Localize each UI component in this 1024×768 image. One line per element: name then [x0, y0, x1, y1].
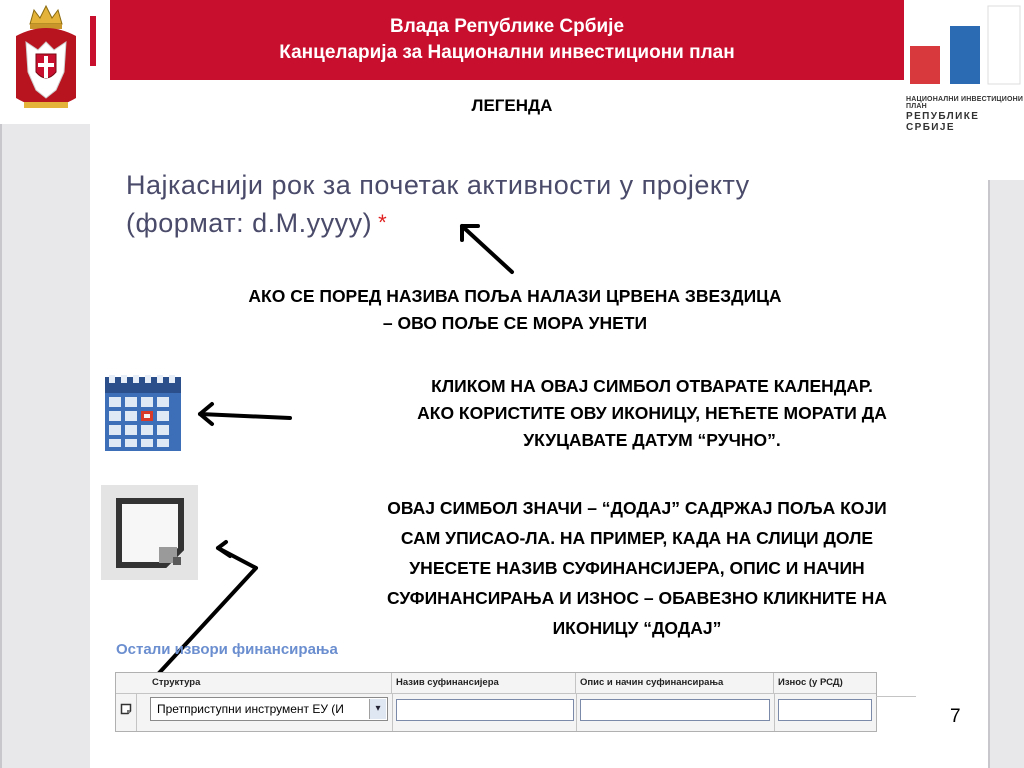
column-header-cofinancier: Назив суфинансијера	[392, 673, 576, 693]
required-asterisk-icon: *	[378, 210, 388, 235]
add-note-line5: ИКОНИЦУ “ДОДАЈ”	[552, 618, 722, 638]
add-row-button[interactable]	[120, 703, 132, 715]
add-icon-container	[101, 485, 198, 580]
cofinancier-input[interactable]	[396, 699, 574, 721]
add-icon	[101, 485, 198, 580]
description-input[interactable]	[580, 699, 770, 721]
table-divider-line	[876, 696, 916, 697]
red-accent-bar	[90, 16, 96, 66]
field-label-line2	[126, 204, 956, 242]
add-note-line2: САМ УПИСАО-ЛА. НА ПРИМЕР, КАДА НА СЛИЦИ ДОЛЕ	[400, 528, 874, 548]
header-title-line2: Канцеларија за Национални инвестициони план	[279, 42, 735, 63]
calendar-note-line2: АКО КОРИСТИТЕ ОВУ ИКОНИЦУ, НЕЋЕТЕ МОРАТИ ДА	[417, 403, 887, 423]
page-number: 7	[950, 706, 961, 727]
table-column-divider	[774, 693, 775, 731]
calendar-icon	[103, 373, 183, 453]
financing-table	[115, 672, 877, 732]
add-note	[262, 493, 1012, 643]
add-arrowhead-icon	[218, 542, 230, 556]
field-label-format: (формат: d.M.yyyy)	[126, 208, 373, 238]
add-arrow-icon	[218, 548, 256, 568]
table-column-divider	[392, 693, 393, 731]
logo-text-line1: НАЦИОНАЛНИ ИНВЕСТИЦИОНИ ПЛАН	[906, 96, 1024, 110]
structure-select[interactable]	[150, 697, 388, 721]
header-banner	[110, 0, 904, 80]
table-header-divider	[116, 693, 876, 694]
amount-input[interactable]	[778, 699, 872, 721]
nip-logo-icon	[904, 0, 1024, 90]
header-title-line1: Влада Републике Србије	[389, 16, 625, 37]
chevron-down-icon[interactable]: ▾	[369, 699, 386, 719]
calendar-note-line3: УКУЦАВАТЕ ДАТУМ “РУЧНО”.	[523, 430, 781, 450]
table-title: Остали извори финансирања	[116, 641, 338, 658]
table-column-divider	[576, 693, 577, 731]
calendar-arrowhead-icon	[200, 404, 212, 424]
structure-select-value: Претприступни инструмент ЕУ (И	[157, 702, 344, 716]
add-note-line1: ОВАЈ СИМБОЛ ЗНАЧИ – “ДОДАЈ” САДРЖАЈ ПОЉА КОЈИ	[387, 498, 887, 518]
calendar-note	[302, 373, 1002, 454]
field-label-line1: Најкаснији рок за почетак активности у пројекту	[126, 170, 750, 200]
left-side-panel	[0, 124, 90, 768]
logo-text-line2: РЕПУБЛИКЕ СРБИЈЕ	[906, 111, 980, 133]
table-column-divider	[136, 693, 137, 731]
add-note-line3: УНЕСЕТЕ НАЗИВ СУФИНАНСИЈЕРА, ОПИС И НАЧИН	[409, 558, 865, 578]
required-note-line2: – ОВО ПОЉЕ СЕ МОРА УНЕТИ	[382, 313, 648, 333]
add-note-line4: СУФИНАНСИРАЊА И ИЗНОС – ОБАВЕЗНО КЛИКНИТЕ НА	[387, 588, 887, 608]
field-label-example	[126, 166, 956, 242]
required-note	[100, 283, 930, 337]
column-header-description: Опис и начин суфинансирања	[576, 673, 774, 693]
calendar-note-line1: КЛИКОМ НА ОВАЈ СИМБОЛ ОТВАРАТЕ КАЛЕНДАР.	[431, 376, 873, 396]
legend-title: ЛЕГЕНДА	[471, 96, 553, 115]
required-note-line1: АКО СЕ ПОРЕД НАЗИВА ПОЉА НАЛАЗИ ЦРВЕНА ЗВЕЗДИЦА	[248, 286, 782, 306]
column-header-structure: Структура	[148, 673, 392, 693]
right-side-panel	[988, 180, 1024, 768]
calendar-arrow-icon	[200, 414, 290, 418]
column-header-amount: Износ (у РСД)	[778, 677, 843, 688]
